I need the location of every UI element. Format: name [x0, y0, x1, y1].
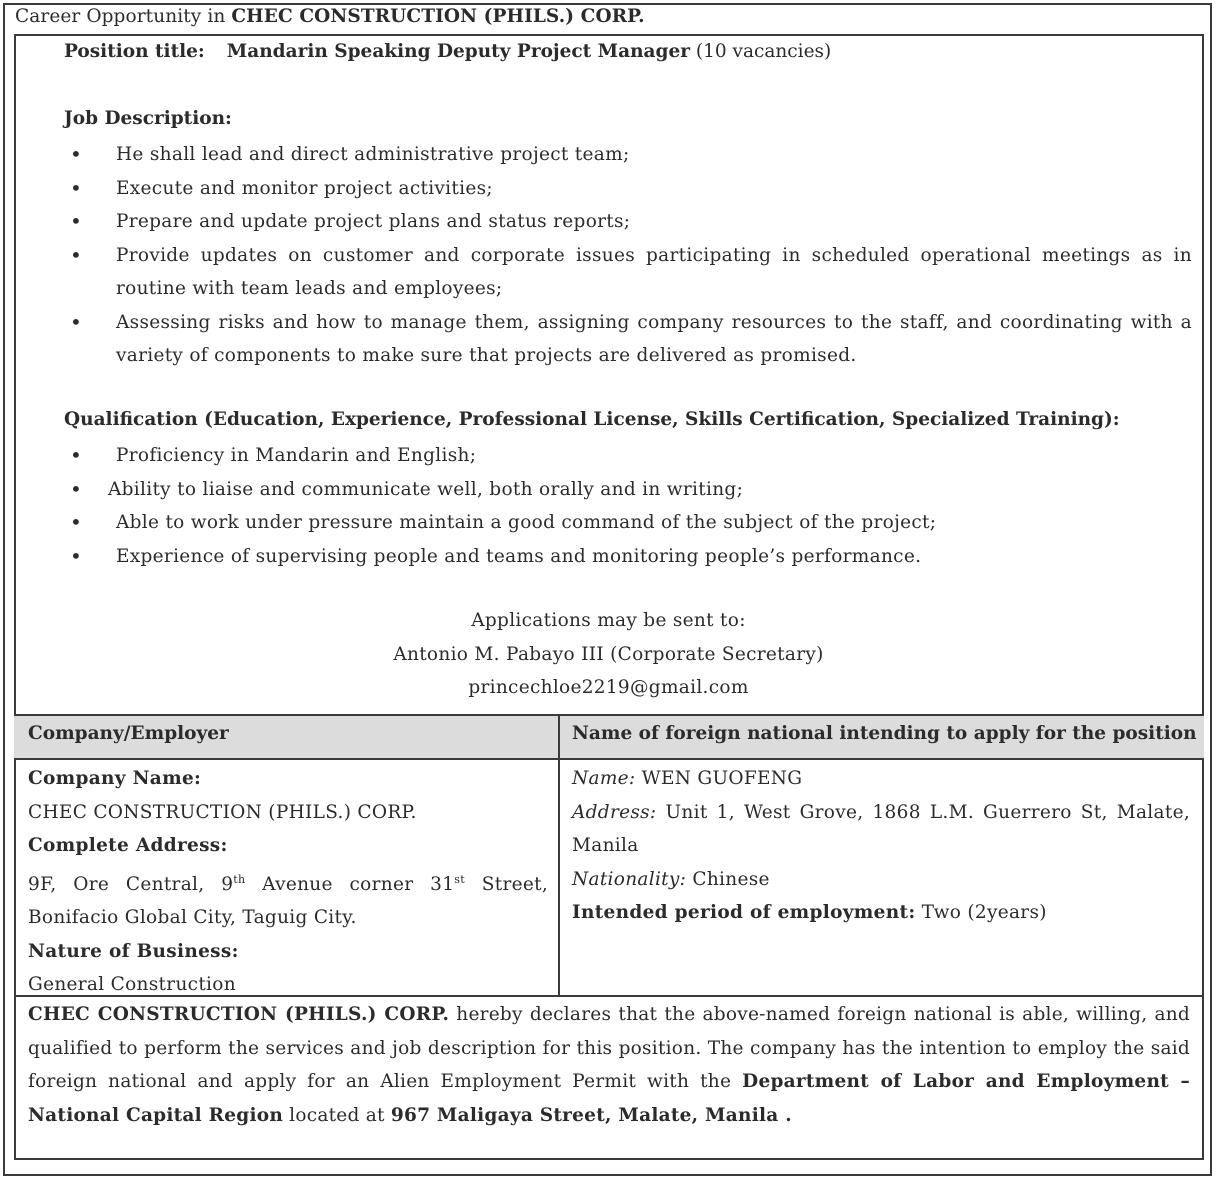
- foreign-national-cell: [572, 760, 1190, 930]
- fn-nationality: Nationality: Chinese: [572, 868, 770, 890]
- company-name: CHEC CONSTRUCTION (PHILS.) CORP.: [28, 801, 417, 823]
- job-description-list: [64, 138, 1192, 373]
- position-vacancies: (10 vacancies): [689, 41, 832, 62]
- heading-company: CHEC CONSTRUCTION (PHILS.) CORP.: [231, 6, 645, 27]
- list-item: • He shall lead and direct administrative project team;: [64, 138, 1192, 172]
- position-title: [64, 41, 831, 62]
- qualification-list: [64, 439, 1192, 573]
- nature-of-business: General Construction: [28, 974, 236, 995]
- col-header-employer: Company/Employer: [28, 723, 229, 744]
- column-divider: [558, 716, 560, 995]
- declaration-paragraph: CHEC CONSTRUCTION (PHILS.) CORP. hereby declares that the above-named foreign national is able, willing, and qualified to perform the services and job description for this position. The company has the intention to employ the said foreign national and apply for an Alien Employment Permit with the Department of Labor and Employment – National Capital Region located at 967 Maligaya Street, Malate, Manila .: [28, 1004, 1190, 1126]
- table-header-row: [14, 716, 1204, 760]
- company-name-label: Company Name:: [28, 768, 202, 789]
- job-description-heading: Job Description:: [64, 108, 232, 129]
- fn-address: Address: Unit 1, West Grove, 1868 L.M. Guerrero St, Malate,: [572, 801, 1190, 823]
- address-line-1: 9F, Ore Central, 9th Avenue corner 31st Street,: [28, 872, 549, 895]
- application-info: [0, 604, 1217, 705]
- list-item: • Able to work under pressure maintain a good command of the subject of the project;: [64, 506, 1192, 540]
- application-label: Applications may be sent to:: [471, 610, 746, 631]
- address-line-2: Bonifacio Global City, Taguig City.: [28, 907, 357, 928]
- fn-address-line-2: Manila: [572, 835, 639, 856]
- application-email: princechloe2219@gmail.com: [468, 677, 749, 698]
- employer-table: [14, 714, 1204, 997]
- list-item: • Ability to liaise and communicate well, both orally and in writing;: [64, 473, 1192, 507]
- qualification-heading: Qualification (Education, Experience, Professional License, Skills Certification, Specialized Training):: [64, 409, 1120, 430]
- col-header-foreign-national: Name of foreign national intending to apply for the position: [572, 723, 1197, 744]
- position-name: Mandarin Speaking Deputy Project Manager: [226, 41, 690, 62]
- address-label: Complete Address:: [28, 835, 228, 856]
- application-contact: Antonio M. Pabayo III (Corporate Secretary): [393, 643, 824, 665]
- fn-period: Intended period of employment: Two (2years): [572, 902, 1047, 923]
- page-heading: [15, 6, 645, 27]
- list-item: • Provide updates on customer and corporate issues participating in scheduled operational meetings as in routine with team leads and employees;: [64, 239, 1192, 306]
- list-item: • Proficiency in Mandarin and English;: [64, 439, 1192, 473]
- fn-name: Name: WEN GUOFENG: [572, 768, 803, 789]
- nature-label: Nature of Business:: [28, 940, 239, 962]
- heading-prefix: Career Opportunity in: [15, 6, 226, 27]
- employer-cell: [28, 760, 548, 1002]
- list-item: • Prepare and update project plans and status reports;: [64, 205, 1192, 239]
- position-label: Position title:: [64, 41, 205, 62]
- list-item: • Assessing risks and how to manage them, assigning company resources to the staff, and coordinating with a variety of components to make sure that projects are delivered as promised.: [64, 306, 1192, 373]
- list-item: • Experience of supervising people and teams and monitoring people’s performance.: [64, 540, 1192, 574]
- list-item: • Execute and monitor project activities;: [64, 172, 1192, 206]
